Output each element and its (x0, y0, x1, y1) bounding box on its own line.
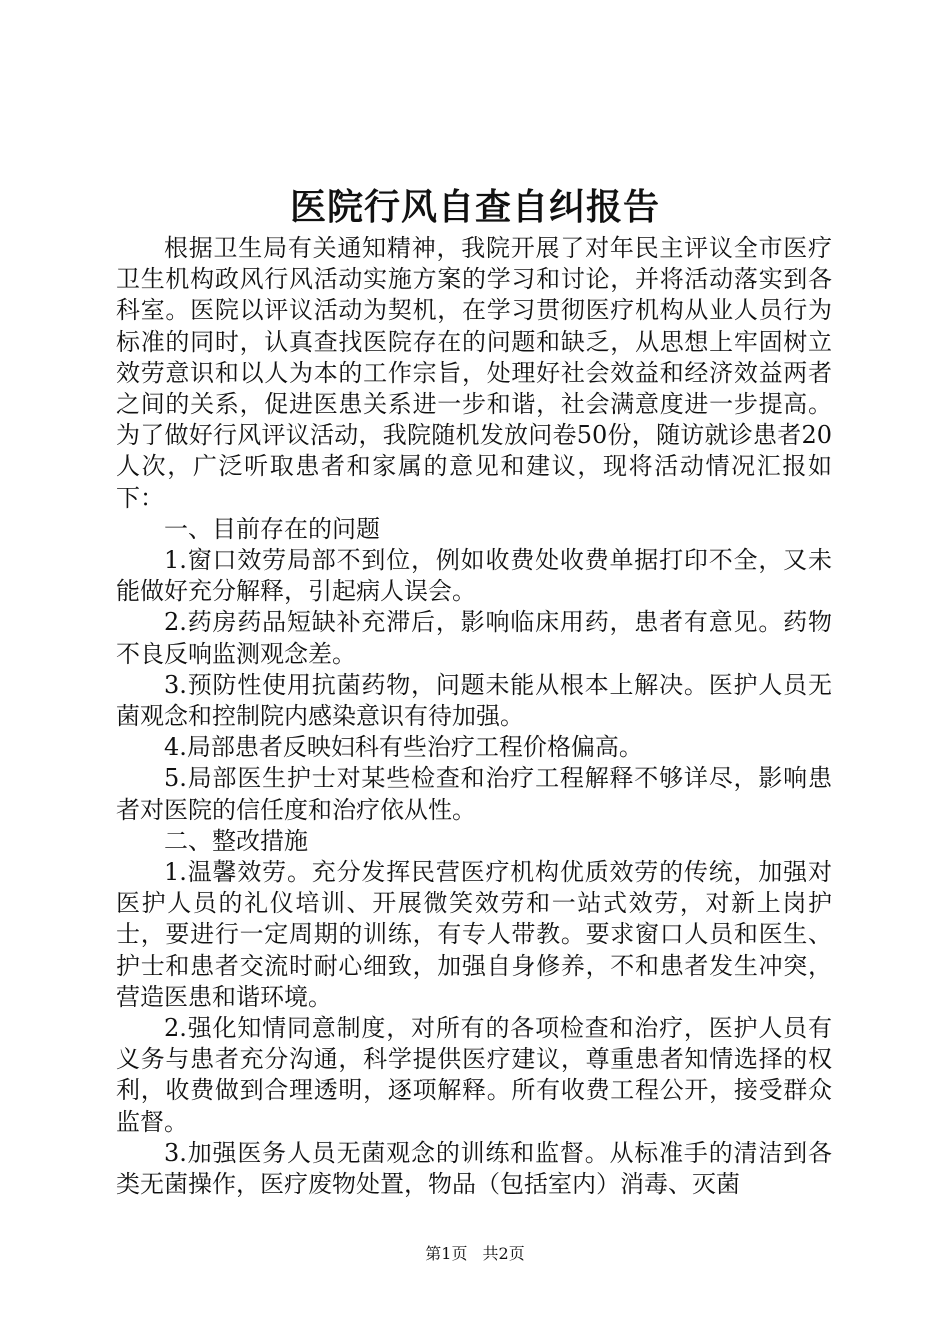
page-number: 第1页 (425, 1244, 468, 1263)
document-title: 医院行风自查自纠报告 (289, 186, 660, 228)
problem-item: 5.局部医生护士对某些检查和治疗工程解释不够详尽，影响患者对医院的信任度和治疗依从性。 (116, 764, 832, 824)
document-body (116, 233, 832, 1200)
measure-item: 1.温馨效劳。充分发挥民营医疗机构优质效劳的传统，加强对医护人员的礼仪培训、开展微笑效劳和一站式效劳，对新上岗护士，要进行一定周期的训练，有专人带教。要求窗口人员和医生、护士和患者交流时耐心细致，加强自身修养，不和患者发生冲突，营造医患和谐环境。 (116, 858, 832, 1011)
page-footer (0, 1243, 950, 1265)
page-total: 共2页 (482, 1244, 525, 1263)
problem-item: 2.药房药品短缺补充滞后，影响临床用药，患者有意见。药物不良反响监测观念差。 (116, 608, 832, 668)
intro-paragraph: 根据卫生局有关通知精神，我院开展了对年民主评议全市医疗卫生机构政风行风活动实施方案的学习和讨论，并将活动落实到各科室。医院以评议活动为契机，在学习贯彻医疗机构从业人员行为标准的同时，认真查找医院存在的问题和缺乏，从思想上牢固树立效劳意识和以人为本的工作宗旨，处理好社会效益和经济效益两者之间的关系，促进医患关系进一步和谐，社会满意度进一步提高。为了做好行风评议活动，我院随机发放问卷50份，随访就诊患者20人次，广泛听取患者和家属的意见和建议，现将活动情况汇报如下： (116, 234, 832, 512)
section-heading-problems: 一、目前存在的问题 (164, 514, 380, 543)
problem-item: 4.局部患者反映妇科有些治疗工程价格偏高。 (164, 733, 643, 762)
section-heading-measures: 二、整改措施 (164, 826, 308, 855)
problem-item: 1.窗口效劳局部不到位，例如收费处收费单据打印不全，又未能做好充分解释，引起病人误会。 (116, 546, 832, 606)
measure-item: 2.强化知情同意制度，对所有的各项检查和治疗，医护人员有义务与患者充分沟通，科学提供医疗建议，尊重患者知情选择的权利，收费做到合理透明，逐项解释。所有收费工程公开，接受群众监督。 (116, 1014, 832, 1136)
problem-item: 3.预防性使用抗菌药物，问题未能从根本上解决。医护人员无菌观念和控制院内感染意识有待加强。 (116, 670, 832, 731)
measure-item: 3.加强医务人员无菌观念的训练和监督。从标准手的清洁到各类无菌操作，医疗废物处置，物品（包括室内）消毒、灭菌 (116, 1138, 832, 1199)
